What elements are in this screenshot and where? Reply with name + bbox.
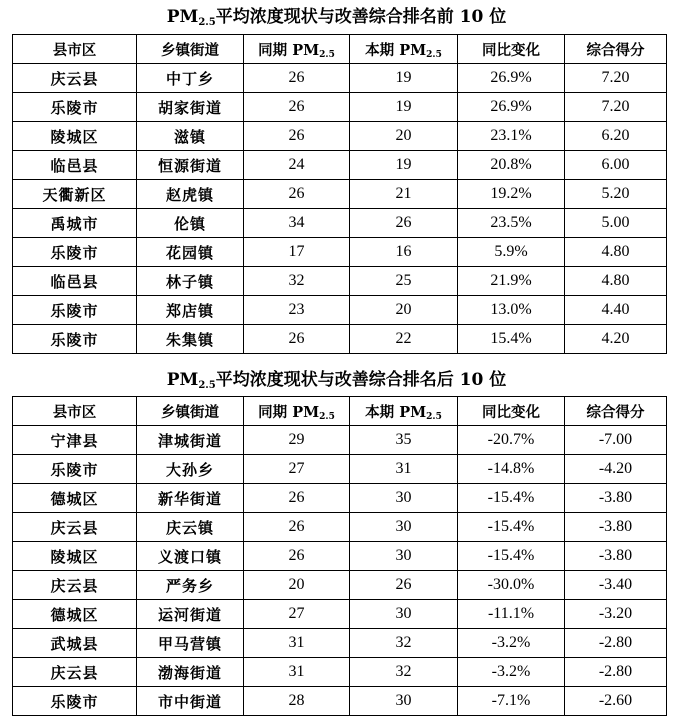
header-label: 同期 PM bbox=[258, 403, 320, 421]
cell-prev-pm25: 26 bbox=[244, 93, 350, 122]
cell-score: -3.80 bbox=[565, 513, 667, 542]
header-curr-pm25 bbox=[350, 35, 458, 64]
cell-town: 林子镇 bbox=[137, 267, 244, 296]
header-curr-pm25 bbox=[350, 397, 458, 426]
cell-town: 赵虎镇 bbox=[137, 180, 244, 209]
cell-town: 中丁乡 bbox=[137, 64, 244, 93]
header-county bbox=[13, 397, 137, 426]
cell-yoy-change: -15.4% bbox=[458, 513, 565, 542]
cell-score: 4.40 bbox=[565, 296, 667, 325]
table-row bbox=[13, 296, 667, 325]
cell-town: 滋镇 bbox=[137, 122, 244, 151]
header-label: 综合得分 bbox=[586, 41, 645, 59]
cell-prev-pm25: 20 bbox=[244, 571, 350, 600]
cell-curr-pm25: 30 bbox=[350, 687, 458, 716]
cell-prev-pm25: 32 bbox=[244, 267, 350, 296]
cell-county: 乐陵市 bbox=[13, 238, 137, 267]
cell-score: -2.60 bbox=[565, 687, 667, 716]
cell-county: 德城区 bbox=[13, 600, 137, 629]
header-score bbox=[565, 397, 667, 426]
cell-town: 大孙乡 bbox=[137, 455, 244, 484]
table-row bbox=[13, 426, 667, 455]
table-row bbox=[13, 64, 667, 93]
cell-prev-pm25: 34 bbox=[244, 209, 350, 238]
cell-curr-pm25: 20 bbox=[350, 296, 458, 325]
cell-town: 胡家街道 bbox=[137, 93, 244, 122]
cell-county: 乐陵市 bbox=[13, 325, 137, 354]
cell-curr-pm25: 16 bbox=[350, 238, 458, 267]
header-subscript: 2.5 bbox=[426, 411, 442, 422]
cell-curr-pm25: 35 bbox=[350, 426, 458, 455]
table-row bbox=[13, 455, 667, 484]
cell-town: 朱集镇 bbox=[137, 325, 244, 354]
cell-prev-pm25: 26 bbox=[244, 180, 350, 209]
cell-score: -2.80 bbox=[565, 629, 667, 658]
cell-curr-pm25: 31 bbox=[350, 455, 458, 484]
cell-town: 花园镇 bbox=[137, 238, 244, 267]
bottom-10-ranking-table bbox=[12, 396, 667, 716]
cell-score: -2.80 bbox=[565, 658, 667, 687]
cell-prev-pm25: 27 bbox=[244, 600, 350, 629]
header-label: 同比变化 bbox=[482, 41, 540, 59]
bottom-table-body bbox=[13, 426, 667, 716]
cell-score: -7.00 bbox=[565, 426, 667, 455]
cell-yoy-change: -11.1% bbox=[458, 600, 565, 629]
table-row bbox=[13, 209, 667, 238]
cell-town: 新华街道 bbox=[137, 484, 244, 513]
cell-county: 庆云县 bbox=[13, 571, 137, 600]
cell-yoy-change: -15.4% bbox=[458, 542, 565, 571]
cell-curr-pm25: 20 bbox=[350, 122, 458, 151]
cell-yoy-change: 20.8% bbox=[458, 151, 565, 180]
table-row bbox=[13, 151, 667, 180]
cell-town: 渤海街道 bbox=[137, 658, 244, 687]
cell-prev-pm25: 31 bbox=[244, 629, 350, 658]
cell-yoy-change: -20.7% bbox=[458, 426, 565, 455]
cell-score: -3.40 bbox=[565, 571, 667, 600]
cell-yoy-change: 5.9% bbox=[458, 238, 565, 267]
cell-yoy-change: -3.2% bbox=[458, 629, 565, 658]
header-score bbox=[565, 35, 667, 64]
cell-curr-pm25: 26 bbox=[350, 571, 458, 600]
top-10-ranking-table bbox=[12, 34, 667, 354]
cell-town: 运河街道 bbox=[137, 600, 244, 629]
cell-prev-pm25: 29 bbox=[244, 426, 350, 455]
cell-yoy-change: 21.9% bbox=[458, 267, 565, 296]
header-label: 县市区 bbox=[52, 403, 97, 421]
cell-county: 临邑县 bbox=[13, 151, 137, 180]
cell-yoy-change: 15.4% bbox=[458, 325, 565, 354]
cell-score: 6.00 bbox=[565, 151, 667, 180]
cell-yoy-change: 23.1% bbox=[458, 122, 565, 151]
cell-prev-pm25: 26 bbox=[244, 325, 350, 354]
cell-curr-pm25: 30 bbox=[350, 542, 458, 571]
cell-yoy-change: 23.5% bbox=[458, 209, 565, 238]
header-subscript: 2.5 bbox=[426, 49, 442, 60]
cell-county: 临邑县 bbox=[13, 267, 137, 296]
cell-county: 陵城区 bbox=[13, 122, 137, 151]
cell-curr-pm25: 19 bbox=[350, 93, 458, 122]
cell-score: 7.20 bbox=[565, 64, 667, 93]
bottom-table-header bbox=[13, 397, 667, 426]
cell-yoy-change: -15.4% bbox=[458, 484, 565, 513]
cell-curr-pm25: 26 bbox=[350, 209, 458, 238]
cell-yoy-change: -7.1% bbox=[458, 687, 565, 716]
cell-score: -3.80 bbox=[565, 542, 667, 571]
cell-curr-pm25: 25 bbox=[350, 267, 458, 296]
header-label: 乡镇街道 bbox=[161, 403, 219, 421]
cell-town: 义渡口镇 bbox=[137, 542, 244, 571]
table-row bbox=[13, 571, 667, 600]
cell-curr-pm25: 19 bbox=[350, 64, 458, 93]
cell-curr-pm25: 30 bbox=[350, 484, 458, 513]
cell-prev-pm25: 24 bbox=[244, 151, 350, 180]
header-label: 同期 PM bbox=[258, 41, 320, 59]
header-county bbox=[13, 35, 137, 64]
cell-yoy-change: 26.9% bbox=[458, 64, 565, 93]
cell-score: -4.20 bbox=[565, 455, 667, 484]
cell-prev-pm25: 23 bbox=[244, 296, 350, 325]
header-label: 本期 PM bbox=[365, 403, 427, 421]
cell-county: 庆云县 bbox=[13, 658, 137, 687]
top-table-header bbox=[13, 35, 667, 64]
cell-yoy-change: 26.9% bbox=[458, 93, 565, 122]
cell-prev-pm25: 26 bbox=[244, 542, 350, 571]
table-row bbox=[13, 687, 667, 716]
bottom-table-title bbox=[0, 369, 673, 391]
cell-county: 天衢新区 bbox=[13, 180, 137, 209]
table-row bbox=[13, 93, 667, 122]
cell-yoy-change: 19.2% bbox=[458, 180, 565, 209]
bottom-title-text: 平均浓度现状与改善综合排名后 10 位 bbox=[215, 370, 507, 390]
cell-prev-pm25: 26 bbox=[244, 64, 350, 93]
cell-town: 庆云镇 bbox=[137, 513, 244, 542]
cell-county: 乐陵市 bbox=[13, 455, 137, 484]
cell-yoy-change: 13.0% bbox=[458, 296, 565, 325]
cell-prev-pm25: 28 bbox=[244, 687, 350, 716]
cell-score: 4.80 bbox=[565, 238, 667, 267]
cell-score: 7.20 bbox=[565, 93, 667, 122]
cell-town: 严务乡 bbox=[137, 571, 244, 600]
bottom-title-subscript: 2.5 bbox=[198, 380, 216, 391]
cell-prev-pm25: 26 bbox=[244, 484, 350, 513]
cell-county: 德城区 bbox=[13, 484, 137, 513]
table-row bbox=[13, 238, 667, 267]
cell-prev-pm25: 27 bbox=[244, 455, 350, 484]
table-row bbox=[13, 267, 667, 296]
cell-curr-pm25: 30 bbox=[350, 600, 458, 629]
table-row bbox=[13, 542, 667, 571]
cell-curr-pm25: 32 bbox=[350, 658, 458, 687]
header-subscript: 2.5 bbox=[319, 411, 335, 422]
header-label: 本期 PM bbox=[365, 41, 427, 59]
cell-score: 5.20 bbox=[565, 180, 667, 209]
top-table-title bbox=[0, 6, 673, 28]
top-title-prefix: PM bbox=[166, 7, 199, 27]
cell-score: 4.80 bbox=[565, 267, 667, 296]
cell-county: 宁津县 bbox=[13, 426, 137, 455]
cell-score: 5.00 bbox=[565, 209, 667, 238]
cell-county: 禹城市 bbox=[13, 209, 137, 238]
cell-town: 伦镇 bbox=[137, 209, 244, 238]
cell-score: -3.80 bbox=[565, 484, 667, 513]
cell-prev-pm25: 31 bbox=[244, 658, 350, 687]
cell-county: 乐陵市 bbox=[13, 296, 137, 325]
cell-town: 甲马营镇 bbox=[137, 629, 244, 658]
cell-yoy-change: -3.2% bbox=[458, 658, 565, 687]
top-table-body bbox=[13, 64, 667, 354]
table-row bbox=[13, 600, 667, 629]
header-label: 综合得分 bbox=[586, 403, 645, 421]
table-row bbox=[13, 122, 667, 151]
cell-prev-pm25: 26 bbox=[244, 122, 350, 151]
cell-yoy-change: -30.0% bbox=[458, 571, 565, 600]
header-subscript: 2.5 bbox=[319, 49, 335, 60]
table-row bbox=[13, 180, 667, 209]
header-yoy-change bbox=[458, 397, 565, 426]
header-label: 县市区 bbox=[52, 41, 97, 59]
top-title-subscript: 2.5 bbox=[198, 17, 216, 28]
cell-score: 6.20 bbox=[565, 122, 667, 151]
cell-prev-pm25: 17 bbox=[244, 238, 350, 267]
header-row bbox=[13, 35, 667, 64]
cell-curr-pm25: 30 bbox=[350, 513, 458, 542]
cell-county: 庆云县 bbox=[13, 64, 137, 93]
header-yoy-change bbox=[458, 35, 565, 64]
cell-curr-pm25: 19 bbox=[350, 151, 458, 180]
bottom-title-prefix: PM bbox=[166, 370, 199, 390]
cell-yoy-change: -14.8% bbox=[458, 455, 565, 484]
cell-curr-pm25: 21 bbox=[350, 180, 458, 209]
top-title-text: 平均浓度现状与改善综合排名前 10 位 bbox=[215, 7, 507, 27]
cell-county: 武城县 bbox=[13, 629, 137, 658]
cell-curr-pm25: 32 bbox=[350, 629, 458, 658]
cell-county: 乐陵市 bbox=[13, 93, 137, 122]
table-row bbox=[13, 484, 667, 513]
cell-town: 市中街道 bbox=[137, 687, 244, 716]
header-label: 乡镇街道 bbox=[161, 41, 219, 59]
table-row bbox=[13, 325, 667, 354]
cell-prev-pm25: 26 bbox=[244, 513, 350, 542]
table-row bbox=[13, 513, 667, 542]
cell-town: 津城街道 bbox=[137, 426, 244, 455]
header-prev-pm25 bbox=[244, 397, 350, 426]
cell-county: 陵城区 bbox=[13, 542, 137, 571]
header-prev-pm25 bbox=[244, 35, 350, 64]
cell-score: 4.20 bbox=[565, 325, 667, 354]
header-label: 同比变化 bbox=[482, 403, 540, 421]
cell-town: 恒源街道 bbox=[137, 151, 244, 180]
cell-county: 乐陵市 bbox=[13, 687, 137, 716]
table-row bbox=[13, 629, 667, 658]
header-town bbox=[137, 35, 244, 64]
cell-curr-pm25: 22 bbox=[350, 325, 458, 354]
header-town bbox=[137, 397, 244, 426]
cell-county: 庆云县 bbox=[13, 513, 137, 542]
header-row bbox=[13, 397, 667, 426]
cell-score: -3.20 bbox=[565, 600, 667, 629]
table-row bbox=[13, 658, 667, 687]
cell-town: 郑店镇 bbox=[137, 296, 244, 325]
